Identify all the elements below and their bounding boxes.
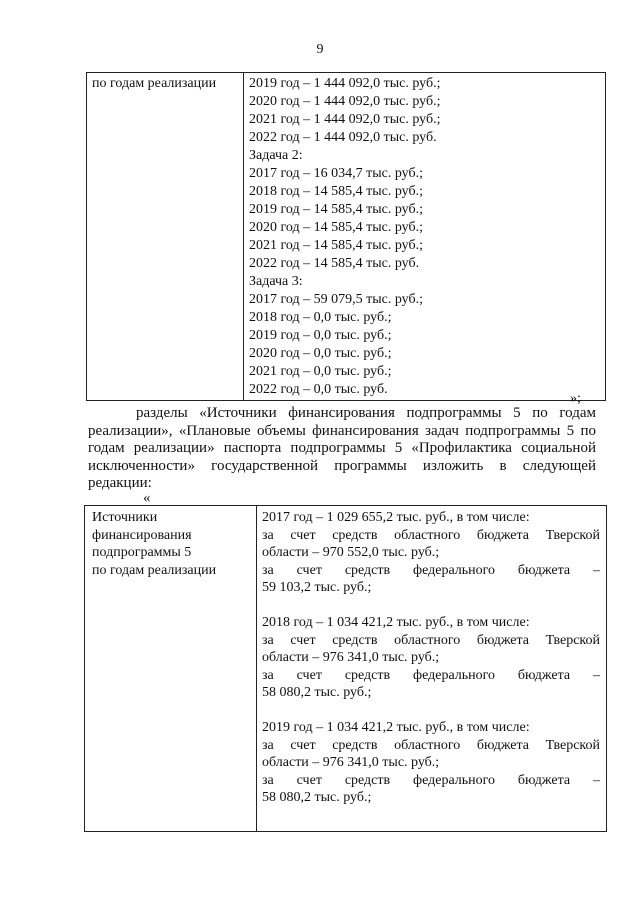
funding-details-cell (257, 506, 607, 832)
funding-by-years-table (86, 72, 606, 401)
funding-line: 2022 год – 0,0 тыс. руб. (249, 382, 388, 397)
funding-line: 2020 год – 14 585,4 тыс. руб.; (249, 220, 423, 235)
year-total: 2019 год – 1 034 421,2 тыс. руб., в том числе: (262, 720, 530, 735)
opening-quote: « (143, 490, 151, 506)
funding-values-cell (244, 73, 606, 401)
funding-line: 2019 год – 0,0 тыс. руб.; (249, 328, 392, 343)
row-label-cell (85, 506, 257, 832)
closing-quote: »; (570, 391, 581, 406)
federal-budget-line: за счет средств федерального бюджета – (262, 772, 600, 788)
page-number: 9 (316, 42, 324, 57)
funding-line: 2022 год – 1 444 092,0 тыс. руб. (249, 130, 437, 145)
year-total: 2017 год – 1 029 655,2 тыс. руб., в том числе: (262, 510, 530, 525)
table-row (85, 506, 607, 832)
regional-budget-amount: области – 970 552,0 тыс. руб.; (262, 545, 440, 560)
funding-line: 2021 год – 1 444 092,0 тыс. руб.; (249, 112, 441, 127)
funding-line: 2021 год – 14 585,4 тыс. руб.; (249, 238, 423, 253)
row-label-cell: по годам реализации (87, 73, 244, 401)
task-heading: Задача 3: (249, 274, 303, 289)
funding-line: 2019 год – 14 585,4 тыс. руб.; (249, 202, 423, 217)
row-label-line: подпрограммы 5 (92, 545, 192, 560)
table-row (87, 73, 606, 401)
regional-budget-line: за счет средств областного бюджета Тверской (262, 737, 600, 753)
row-label-line: по годам реализации (92, 562, 217, 578)
funding-line: 2017 год – 59 079,5 тыс. руб.; (249, 292, 423, 307)
year-total: 2018 год – 1 034 421,2 тыс. руб., в том числе: (262, 615, 530, 630)
federal-budget-line: за счет средств федерального бюджета – (262, 667, 600, 683)
funding-line: 2020 год – 1 444 092,0 тыс. руб.; (249, 94, 441, 109)
funding-line: 2017 год – 16 034,7 тыс. руб.; (249, 166, 423, 181)
funding-line: 2018 год – 14 585,4 тыс. руб.; (249, 184, 423, 199)
row-label-line: финансирования (92, 527, 192, 543)
regional-budget-amount: области – 976 341,0 тыс. руб.; (262, 755, 440, 770)
regional-budget-line: за счет средств областного бюджета Тверской (262, 527, 600, 543)
federal-budget-amount: 58 080,2 тыс. руб.; (262, 685, 372, 700)
amendment-paragraph: разделы «Источники финансирования подпрограммы 5 по годам реализации», «Плановые объемы финансирования задач подпрограммы 5 по годам реализации» паспорта подпрограммы 5 «Профилактика социальной исключенности» государственной программы изложить в следующей редакции: (88, 405, 596, 491)
federal-budget-amount: 58 080,2 тыс. руб.; (262, 790, 372, 805)
funding-line: 2021 год – 0,0 тыс. руб.; (249, 364, 392, 379)
funding-line: 2019 год – 1 444 092,0 тыс. руб.; (249, 76, 441, 91)
federal-budget-line: за счет средств федерального бюджета – (262, 562, 600, 578)
federal-budget-amount: 59 103,2 тыс. руб.; (262, 580, 372, 595)
task-heading: Задача 2: (249, 148, 303, 163)
regional-budget-amount: области – 976 341,0 тыс. руб.; (262, 650, 440, 665)
funding-line: 2018 год – 0,0 тыс. руб.; (249, 310, 392, 325)
funding-sources-table (84, 505, 607, 832)
funding-line: 2022 год – 14 585,4 тыс. руб. (249, 256, 420, 271)
funding-line: 2020 год – 0,0 тыс. руб.; (249, 346, 392, 361)
regional-budget-line: за счет средств областного бюджета Тверской (262, 632, 600, 648)
row-label-line: Источники (92, 510, 158, 525)
